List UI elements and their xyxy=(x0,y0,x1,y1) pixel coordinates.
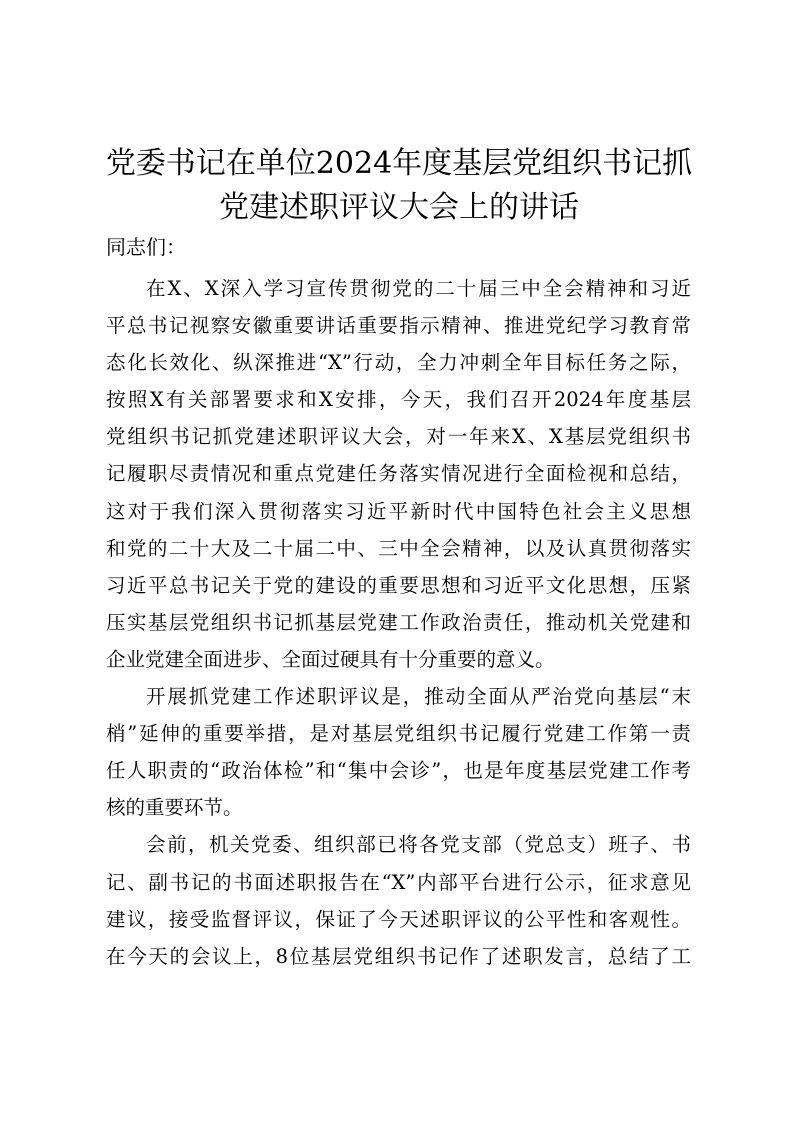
document-body xyxy=(106,270,691,975)
paragraph-1-line: 这对于我们深入贯彻落实习近平新时代中国特色社会主义思想 xyxy=(106,499,691,523)
paragraph-1-line: 企业党建全面进步、全面过硬具有十分重要的意义。 xyxy=(106,647,555,671)
paragraph-1-line: 按照X有关部署要求和X安排，今天，我们召开2024年度基层 xyxy=(106,388,691,412)
title-line-1: 党委书记在单位2024年度基层党组织书记抓 xyxy=(105,146,693,181)
paragraph-2-line: 梢”延伸的重要举措，是对基层党组织书记履行党建工作第一责 xyxy=(106,722,691,746)
paragraph-3-line: 建议，接受监督评议，保证了今天述职评议的公平性和客观性。 xyxy=(106,907,691,931)
paragraph-2-line: 开展抓党建工作述职评议是，推动全面从严治党向基层“末 xyxy=(146,685,691,709)
paragraph-2-line: 核的重要环节。 xyxy=(106,796,243,820)
salutation: 同志们： xyxy=(106,235,186,259)
title-line-2: 党建述职评议大会上的讲话 xyxy=(219,190,579,225)
paragraph-1-line: 平总书记视察安徽重要讲话重要指示精神、推进党纪学习教育常 xyxy=(106,314,691,338)
paragraph-3-line: 会前，机关党委、组织部已将各党支部（党总支）班子、书 xyxy=(146,833,691,857)
paragraph-2-line: 任人职责的“政治体检”和“集中会诊”，也是年度基层党建工作考 xyxy=(106,759,691,783)
paragraph-3-line: 记、副书记的书面述职报告在“X”内部平台进行公示，征求意见 xyxy=(106,870,691,894)
paragraph-1-line: 习近平总书记关于党的建设的重要思想和习近平文化思想，压紧 xyxy=(106,573,691,597)
paragraph-1-line: 态化长效化、纵深推进“X”行动，全力冲刺全年目标任务之际， xyxy=(106,351,691,375)
document-title xyxy=(104,142,694,230)
paragraph-1-line: 在X、X深入学习宣传贯彻党的二十届三中全会精神和习近 xyxy=(146,277,691,300)
paragraph-1-line: 和党的二十大及二十届二中、三中全会精神，以及认真贯彻落实 xyxy=(106,536,691,560)
paragraph-3-line: 在今天的会议上，8位基层党组织书记作了述职发言，总结了工 xyxy=(106,944,691,968)
paragraph-1-line: 记履职尽责情况和重点党建任务落实情况进行全面检视和总结， xyxy=(106,462,691,486)
paragraph-1-line: 党组织书记抓党建述职评议大会，对一年来X、X基层党组织书 xyxy=(106,425,691,449)
paragraph-1-line: 压实基层党组织书记抓基层党建工作政治责任，推动机关党建和 xyxy=(106,610,691,634)
